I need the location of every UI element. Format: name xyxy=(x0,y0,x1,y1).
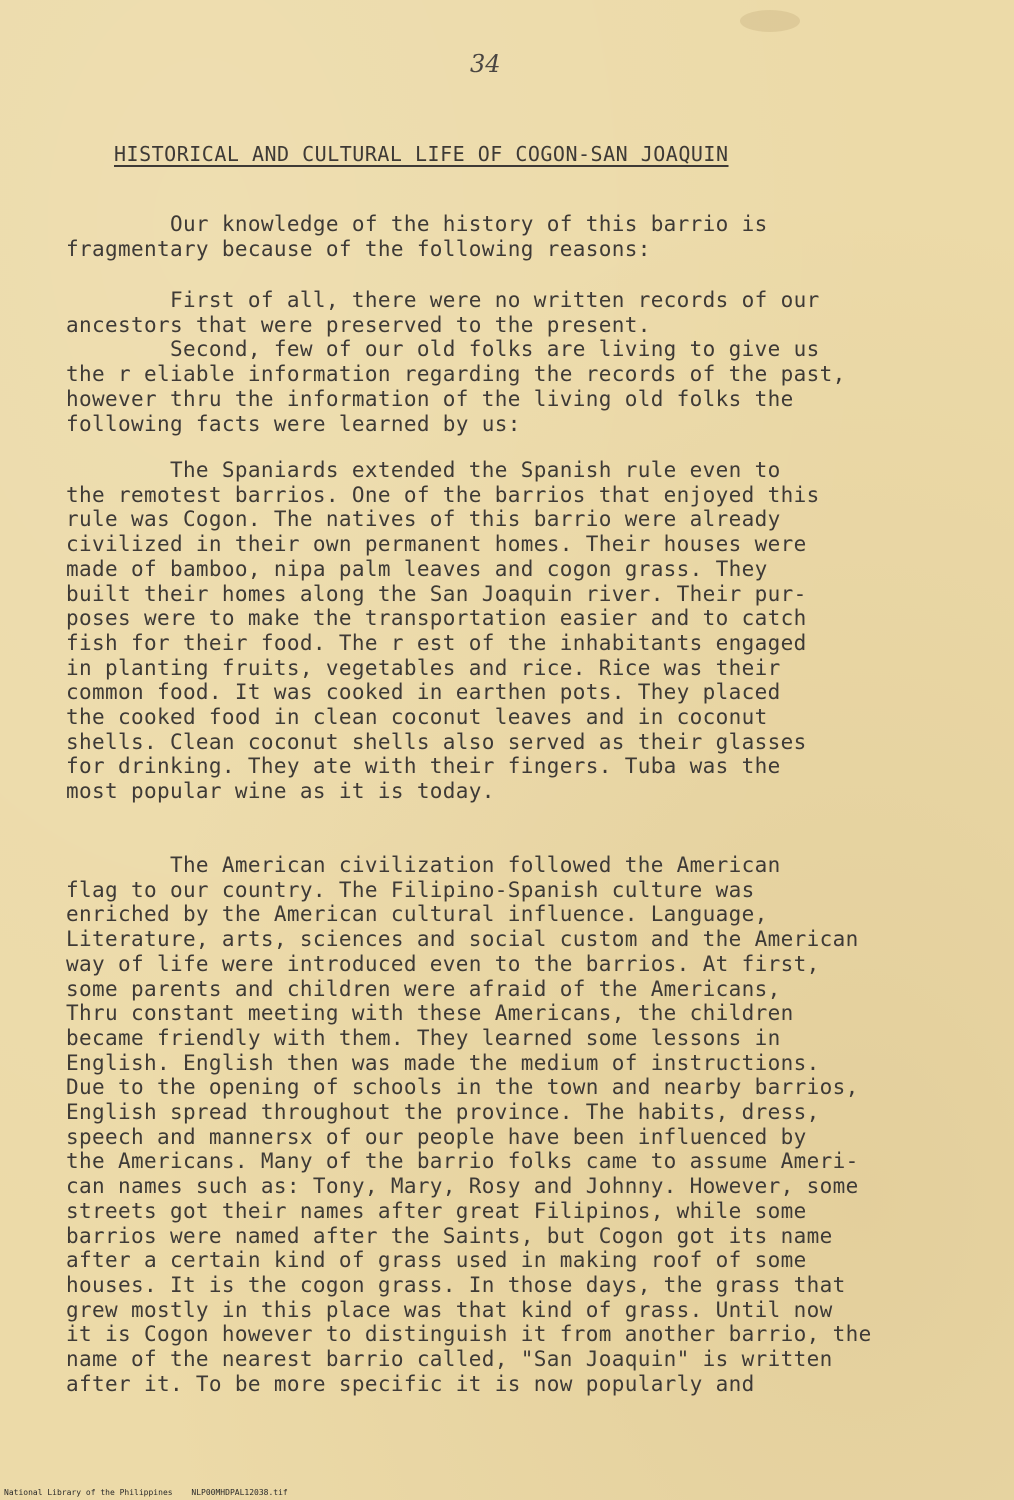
text-line: way of life were introduced even to the barrios. At first, xyxy=(66,951,820,976)
text-line: shells. Clean coconut shells also served as their glasses xyxy=(66,729,807,754)
text-line: English. English then was made the medium of instructions. xyxy=(66,1050,820,1075)
page-number: 34 xyxy=(470,50,501,78)
text-line: after it. To be more specific it is now popularly and xyxy=(66,1371,755,1396)
footer-institution: National Library of the Philippines xyxy=(4,1488,173,1497)
text-line: barrios were named after the Saints, but Cogon got its name xyxy=(66,1223,833,1248)
text-line: some parents and children were afraid of the Americans, xyxy=(66,976,781,1001)
text-line: following facts were learned by us: xyxy=(66,411,521,436)
text-line: rule was Cogon. The natives of this barrio were already xyxy=(66,507,781,532)
text-line: First of all, there were no written records of our xyxy=(66,288,820,312)
scan-footer xyxy=(4,1488,302,1497)
text-line: streets got their names after great Filipinos, while some xyxy=(66,1198,807,1223)
text-line: it is Cogon however to distinguish it from another barrio, the xyxy=(66,1322,872,1347)
text-line: speech and mannersx of our people have been influenced by xyxy=(66,1124,807,1149)
text-line: fish for their food. The r est of the inhabitants engaged xyxy=(66,630,807,655)
text-line: civilized in their own permanent homes. Their houses were xyxy=(66,532,807,557)
text-line: Our knowledge of the history of this barrio is xyxy=(66,212,768,236)
text-line: became friendly with them. They learned some lessons in xyxy=(66,1025,781,1050)
text-line: after a certain kind of grass used in making roof of some xyxy=(66,1248,807,1273)
text-line: English spread throughout the province. The habits, dress, xyxy=(66,1100,820,1124)
text-line: common food. It was cooked in earthen pots. They placed xyxy=(66,680,781,705)
footer-filename: NLP00MHDPAL12038.tif xyxy=(191,1488,288,1497)
text-line: in planting fruits, vegetables and rice. Rice was their xyxy=(66,655,781,680)
text-line: the Americans. Many of the barrio folks came to assume Ameri- xyxy=(66,1149,859,1174)
text-line: poses were to make the transportation easier and to catch xyxy=(66,606,807,631)
text-line: Literature, arts, sciences and social custom and the American xyxy=(66,927,859,952)
text-line: flag to our country. The Filipino-Spanish culture was xyxy=(66,877,755,902)
text-line: Due to the opening of schools in the town and nearby barrios, xyxy=(66,1075,859,1100)
text-line: made of bamboo, nipa palm leaves and cogon grass. They xyxy=(66,556,768,581)
text-line: the remotest barrios. One of the barrios that enjoyed this xyxy=(66,482,820,507)
text-line: The Spaniards extended the Spanish rule even to xyxy=(66,458,781,482)
text-line: for drinking. They ate with their fingers. Tuba was the xyxy=(66,754,781,779)
text-line: however thru the information of the living old folks the xyxy=(66,386,794,411)
text-line: houses. It is the cogon grass. In those days, the grass that xyxy=(66,1272,846,1297)
text-line: grew mostly in this place was that kind of grass. Until now xyxy=(66,1297,833,1322)
text-line: ancestors that were preserved to the present. xyxy=(66,312,651,337)
text-line: can names such as: Tony, Mary, Rosy and Johnny. However, some xyxy=(66,1174,859,1199)
text-line: fragmentary because of the following reasons: xyxy=(66,236,651,261)
document-title: HISTORICAL AND CULTURAL LIFE OF COGON-SAN JOAQUIN xyxy=(114,142,729,166)
text-line: built their homes along the San Joaquin river. Their pur- xyxy=(66,581,807,606)
paper-stain xyxy=(740,10,800,32)
text-line: the r eliable information regarding the records of the past, xyxy=(66,362,846,387)
text-line: most popular wine as it is today. xyxy=(66,779,495,804)
text-line: name of the nearest barrio called, "San Joaquin" is written xyxy=(66,1347,833,1371)
text-line: the cooked food in clean coconut leaves and in coconut xyxy=(66,705,768,729)
text-line: Thru constant meeting with these Americans, the children xyxy=(66,1001,794,1026)
text-line: The American civilization followed the American xyxy=(66,853,781,877)
text-line: enriched by the American cultural influence. Language, xyxy=(66,902,768,927)
text-line: Second, few of our old folks are living to give us xyxy=(66,337,820,362)
